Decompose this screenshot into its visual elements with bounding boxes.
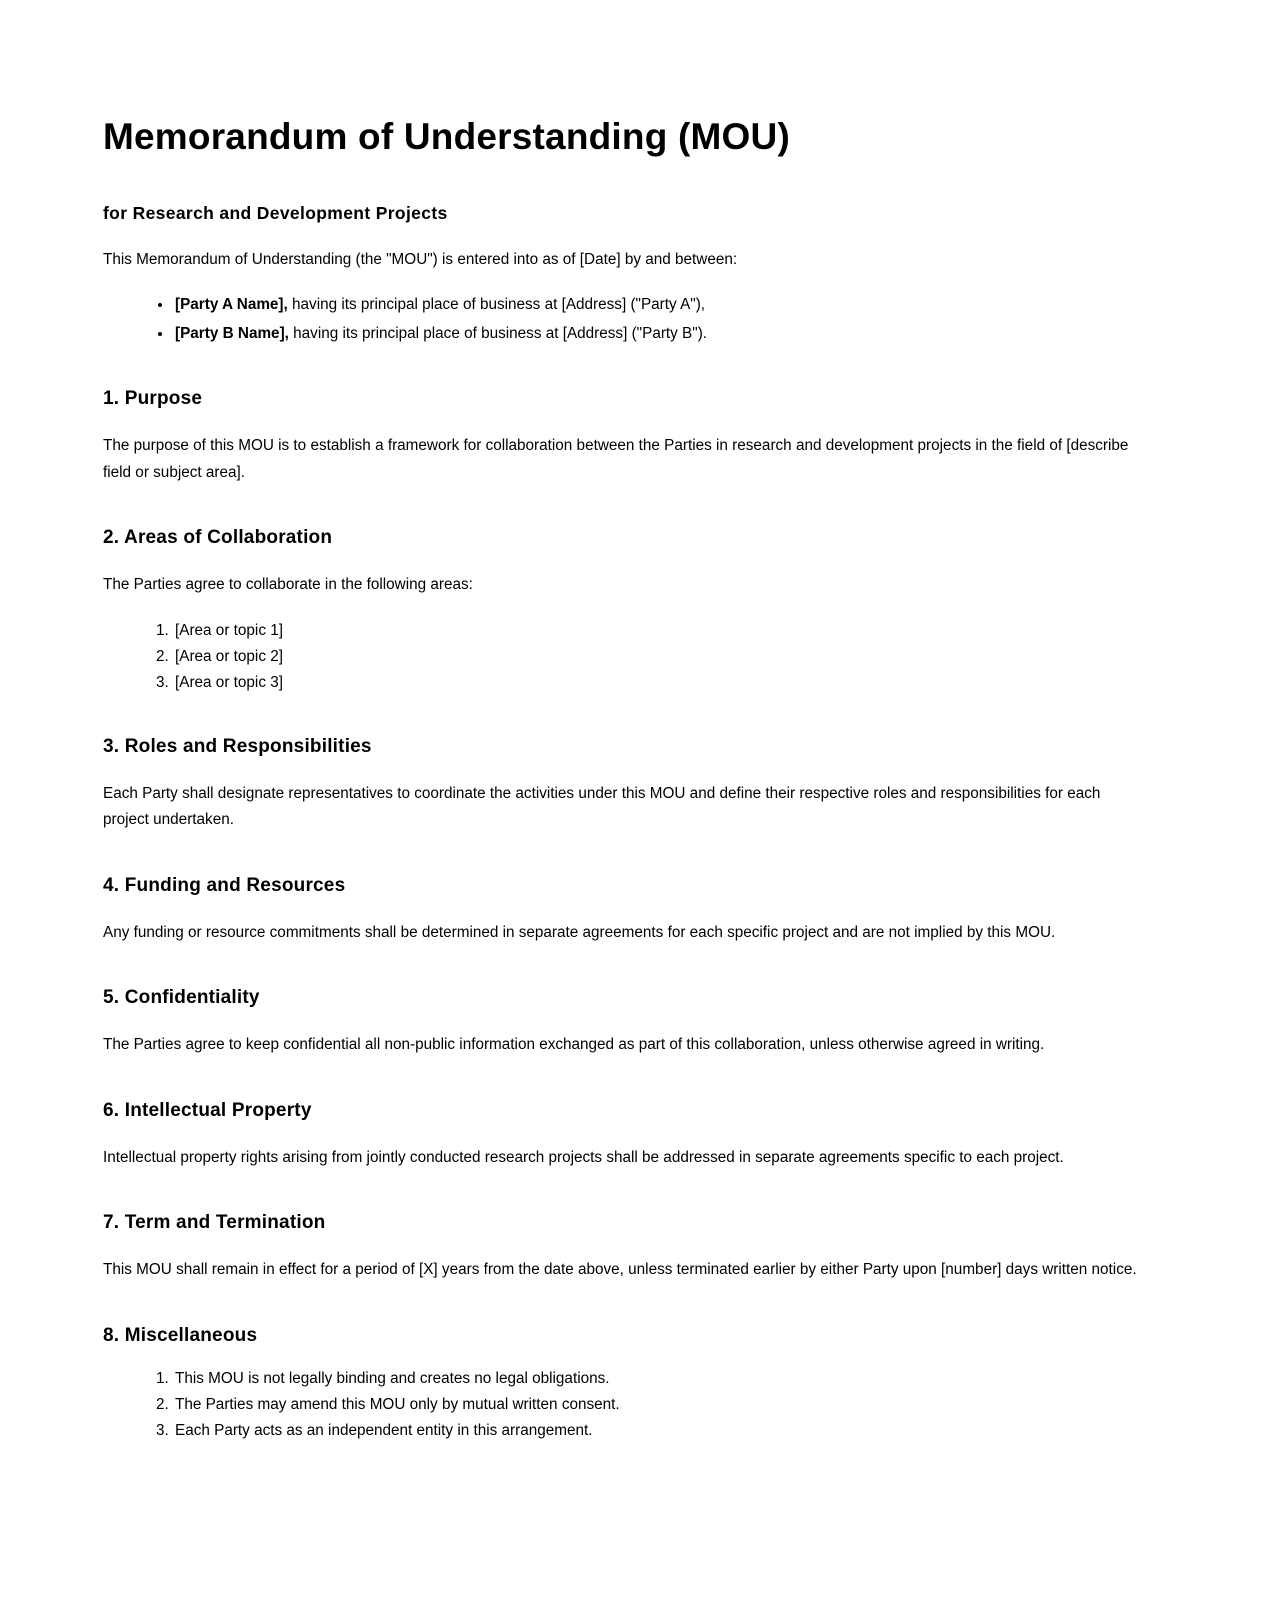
list-item [173,292,1145,319]
list-item: 3. [Area or topic 3] [173,670,1145,695]
document-subtitle: for Research and Development Projects [103,202,448,223]
section-body-funding-and-resources: Any funding or resource commitments shall be determined in separate agreements for each specific project and are not implied by this MOU. [103,923,1056,941]
section-heading-confidentiality: 5. Confidentiality [103,987,260,1009]
section-heading-miscellaneous: 8. Miscellaneous [103,1324,258,1346]
party-name: [Party B Name], [175,324,289,342]
section-body-intellectual-property: Intellectual property rights arising from jointly conducted research projects shall be addressed in separate agreements specific to each project. [103,1148,1064,1166]
miscellaneous-list [103,1366,1145,1443]
page-title: Memorandum of Understanding (MOU) [103,116,790,157]
list-item: 1. This MOU is not legally binding and creates no legal obligations. [173,1366,1145,1391]
list-item: 3. Each Party acts as an independent entity in this arrangement. [173,1418,1145,1443]
list-item: 1. [Area or topic 1] [173,618,1145,643]
section-heading-funding-and-resources: 4. Funding and Resources [103,874,346,896]
section-heading-intellectual-property: 6. Intellectual Property [103,1099,312,1121]
intro-paragraph: This Memorandum of Understanding (the "MOU") is entered into as of [Date] by and between: [103,250,738,268]
section-body-term-and-termination: This MOU shall remain in effect for a period of [X] years from the date above, unless terminated earlier by either Party upon [number] days written notice. [103,1261,1137,1279]
party-detail: having its principal place of business at [Address] ("Party B"). [288,324,708,342]
section-body-areas-of-collaboration: The Parties agree to collaborate in the following areas: [103,576,473,594]
section-heading-term-and-termination: 7. Term and Termination [103,1212,326,1234]
party-name: [Party A Name], [175,296,288,314]
section-heading-areas-of-collaboration: 2. Areas of Collaboration [103,527,333,549]
parties-list [103,292,1145,347]
section-heading-purpose: 1. Purpose [103,388,203,410]
party-detail: having its principal place of business at [Address] ("Party A"), [287,296,706,314]
section-body-roles-and-responsibilities: Each Party shall designate representatives to coordinate the activities under this MOU and define their respective roles and responsibilities for each project undertaken. [103,784,1101,829]
section-body-purpose: The purpose of this MOU is to establish a framework for collaboration between the Parties in research and development projects in the field of [describe field or subject area]. [103,437,1129,481]
list-item: 2. The Parties may amend this MOU only by mutual written consent. [173,1392,1145,1417]
list-item: 2. [Area or topic 2] [173,644,1145,669]
section-body-confidentiality: The Parties agree to keep confidential all non-public information exchanged as part of this collaboration, unless otherwise agreed in writing. [103,1036,1045,1054]
collaboration-areas-list [103,618,1145,695]
section-heading-roles-and-responsibilities: 3. Roles and Responsibilities [103,735,372,757]
list-item [173,321,1145,348]
